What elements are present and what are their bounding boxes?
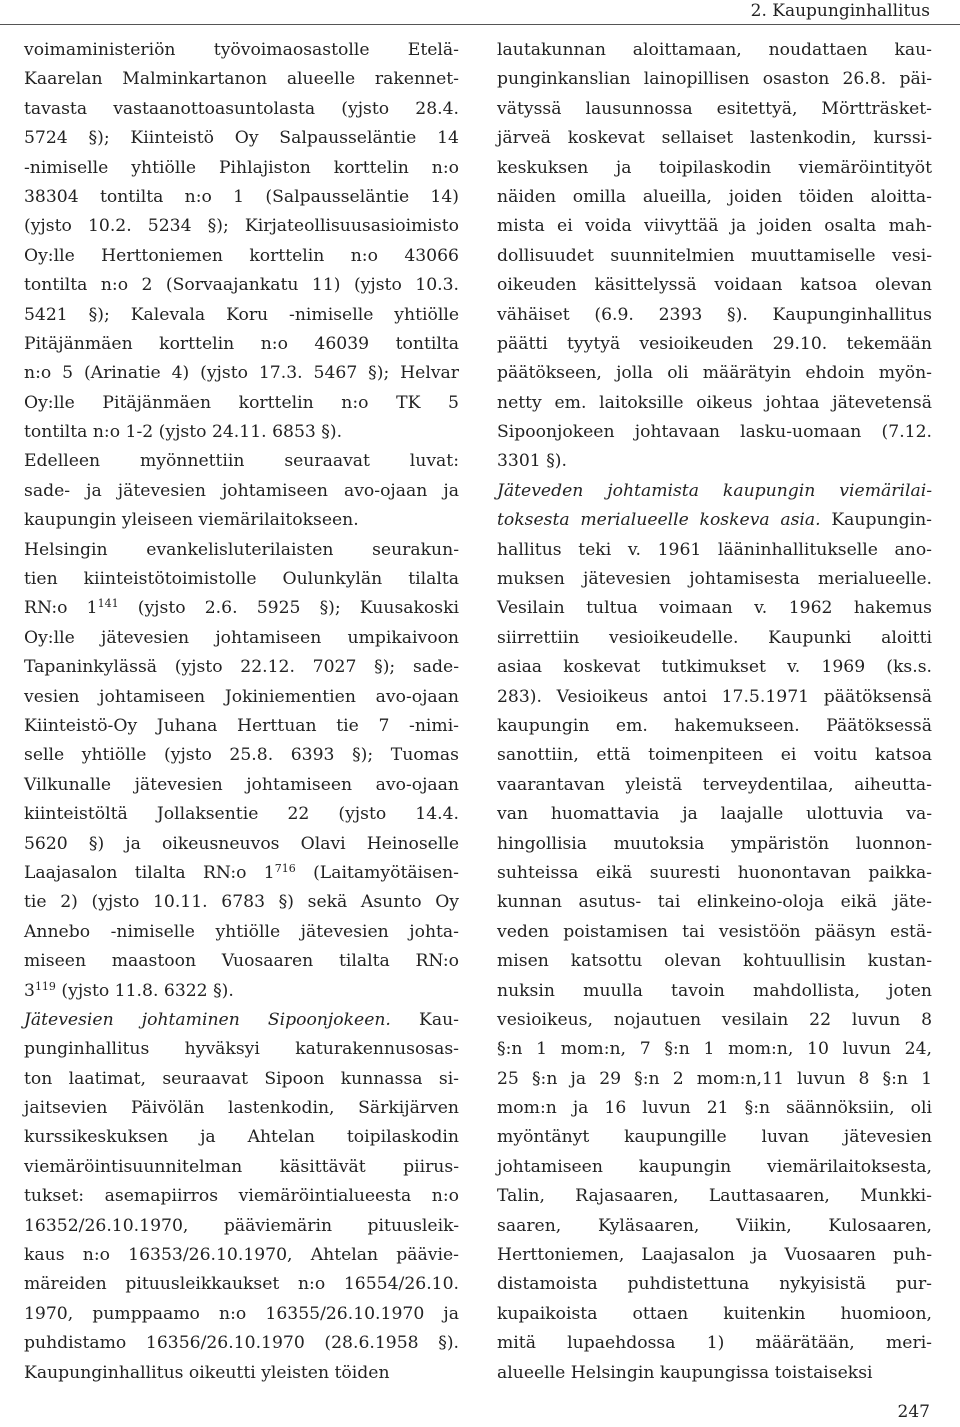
italic-heading: Jäteveden johtamista kaupungin viemärilai- (497, 480, 932, 501)
header-rule (0, 24, 960, 25)
text-line: vaarantavan yleistä terveydentilaa, aiheutta- (497, 774, 932, 795)
text-line: Pitäjänmäen korttelin n:o 46039 tontilta (24, 333, 459, 354)
text-line: kaupungin em. hakemukseen. Päätöksessä (497, 715, 932, 736)
text-line: distamoista puhdistettuna nykyisistä pur- (497, 1274, 932, 1295)
text-line: punginkanslian lainopillisen osaston 26.8. päi- (497, 69, 932, 90)
text-line: misen katsottu olevan kohtuullisin kustan- (497, 951, 932, 972)
text-line: tontilta n:o 1-2 (yjsto 24.11. 6853 §). (24, 422, 343, 443)
text-line: kiinteistöltä Jollaksentie 22 (yjsto 14.4. (24, 804, 459, 825)
text-line: punginhallitus hyväksyi katurakennusosas- (24, 1039, 459, 1060)
text-line: oikeuden käsittelyssä voidaan katsoa olevan (497, 275, 932, 296)
text-line: järveä koskevat sellaiset lastenkodin, kurssi- (497, 128, 932, 149)
text-line: muksen jätevesien johtamisesta merialueelle. (497, 569, 932, 590)
text-line: päätti tyytyä vesioikeuden 29.10. tekemään (497, 333, 932, 354)
text-line: Kaupunginhallitus oikeutti yleisten töiden (24, 1362, 390, 1383)
text-line: van huomattavia ja laajalle ulottuvia va- (497, 804, 932, 825)
text-line: RN:o $1^{141}$ (yjsto 2.6. 5925 §); Kuusakoski (24, 597, 460, 619)
text-line: Oy:lle jätevesien johtamiseen umpikaivoon (24, 627, 459, 648)
text-line: vähäiset (6.9. 2393 §). Kaupunginhallitus (497, 304, 932, 325)
text-line: 16352/26.10.1970, pääviemärin pituusleik- (24, 1215, 459, 1236)
text-line: märeiden pituusleikkaukset n:o 16554/26.10. (24, 1274, 459, 1295)
text-line: 25 §:n ja 29 §:n 2 mom:n,11 luvun 8 §:n 1 (497, 1068, 932, 1089)
running-header (0, 0, 960, 28)
left-column (24, 36, 459, 1388)
text-line: Helsingin evankelisluterilaisten seurakun- (24, 539, 459, 560)
text-line: Oy:lle Pitäjänmäen korttelin n:o TK 5 (24, 392, 459, 413)
text-line: tie 2) (yjsto 10.11. 6783 §) sekä Asunto Oy (24, 892, 459, 913)
text-line: kunnan asutus- tai elinkeino-oloja eikä jäte- (497, 892, 932, 913)
text-line: vätyssä lausunnossa esitettyä, Mörtträsket- (497, 98, 932, 119)
text-line: tavasta vastaanottoasuntolasta (yjsto 28.4. (24, 98, 459, 119)
text-line: tien kiinteistötoimistolle Oulunkylän tilalta (24, 569, 459, 590)
text-line: §:n 1 mom:n, 7 §:n 1 mom:n, 10 luvun 24, (497, 1039, 932, 1060)
text-line: Laajasalon tilalta RN:o $1^{716}$ (Laitamyötäisen- (24, 861, 459, 883)
text-line: asiaa koskevat tutkimukset v. 1969 (ks.s. (497, 657, 932, 678)
text-line: 1970, pumppaamo n:o 16355/26.10.1970 ja (24, 1303, 459, 1324)
text-line: puhdistamo 16356/26.10.1970 (28.6.1958 §). (24, 1333, 459, 1354)
text-line: 3301 §). (497, 451, 567, 472)
text-line: selle yhtiölle (yjsto 25.8. 6393 §); Tuomas (24, 745, 459, 766)
text-line: suhteissa eikä suuresti huonontavan paikka- (497, 862, 932, 883)
text-line: päätökseen, jolla oli määrätyin ehdoin myön- (497, 363, 932, 384)
text-line: saaren, Kyläsaaren, Viikin, Kulosaaren, (497, 1215, 932, 1236)
text-line: $3^{119}$ (yjsto 11.8. 6322 §). (24, 979, 234, 1001)
text-line: Herttoniemen, Laajasalon ja Vuosaaren puh- (497, 1245, 932, 1266)
text-line: Sipoonjokeen johtavaan lasku-uomaan (7.12. (497, 422, 932, 443)
text-line: näiden omilla alueilla, joiden töiden aloitta- (497, 186, 932, 207)
text-line: vesioikeus, nojautuen vesilain 22 luvun 8 (497, 1009, 932, 1030)
text-line: Kiinteistö-Oy Juhana Herttuan tie 7 -nimi- (24, 715, 459, 736)
text-line: 283). Vesioikeus antoi 17.5.1971 päätöksensä (497, 686, 932, 707)
text-line: veden poistamisen tai vesistöön pääsyn estä- (497, 921, 932, 942)
superscript: 716 (274, 861, 296, 875)
text-line: toksesta merialueelle koskeva asia. Kaupungin- (497, 510, 932, 531)
superscript: 119 (34, 979, 56, 993)
page-number: 247 (897, 1402, 930, 1422)
text-line: kurssikeskuksen ja Ahtelan toipilaskodin (24, 1127, 459, 1148)
text-line: keskuksen ja toipilaskodin viemäröintityöt (497, 157, 932, 178)
text-line: n:o 5 (Arinatie 4) (yjsto 17.3. 5467 §); Helvar (24, 363, 459, 384)
text-line: siirrettiin vesioikeudelle. Kaupunki aloitti (497, 627, 932, 648)
text-line: Annebo -nimiselle yhtiölle jätevesien johta- (24, 921, 459, 942)
text-line: -nimiselle yhtiölle Pihlajiston korttelin n:o (24, 157, 459, 178)
text-line: nuksin muulla tavoin mahdollista, joten (497, 980, 932, 1001)
text-line: Oy:lle Herttoniemen korttelin n:o 43066 (24, 245, 459, 266)
text-line: ton laatimat, seuraavat Sipoon kunnassa si- (24, 1068, 459, 1089)
text-line: miseen maastoon Vuosaaren tilalta RN:o (24, 951, 459, 972)
text-line (497, 477, 932, 506)
text-line: vesien johtamiseen Jokiniementien avo-ojaan (24, 686, 459, 707)
text-line: kaus n:o 16353/26.10.1970, Ahtelan päävie- (24, 1245, 459, 1266)
text-line: lautakunnan aloittamaan, noudattaen kau- (497, 40, 932, 60)
text-line: kupaikoista ottaen kuitenkin huomioon, (497, 1303, 932, 1324)
text-line: Kaarelan Malminkartanon alueelle rakennet- (24, 69, 459, 90)
text-line: (yjsto 10.2. 5234 §); Kirjateollisuusasioimisto (24, 216, 459, 237)
text-line: mom:n ja 16 luvun 21 §:n säännöksiin, oli (497, 1098, 932, 1119)
text-line: voimaministeriön työvoimaosastolle Etelä- (24, 40, 459, 60)
text-line: Talin, Rajasaaren, Lauttasaaren, Munkki- (497, 1186, 932, 1207)
text-line: hallitus teki v. 1961 lääninhallitukselle ano- (497, 539, 932, 560)
text-line: kaupungin yleiseen viemärilaitokseen. (24, 510, 359, 531)
text-line: myöntänyt kaupungille luvan jätevesien (497, 1127, 932, 1148)
text-line: jaitsevien Päivölän lastenkodin, Särkijärven (24, 1098, 459, 1119)
text-line: 38304 tontilta n:o 1 (Salpausseläntie 14) (24, 186, 459, 207)
italic-heading: Jätevesien johtaminen Sipoonjokeen. (24, 1009, 391, 1030)
text-line: Jätevesien johtaminen Sipoonjokeen. Kau- (24, 1009, 459, 1030)
text-line: 5620 §) ja oikeusneuvos Olavi Heinoselle (24, 833, 459, 854)
text-line: netty em. laitoksille oikeus johtaa jätevetensä (497, 392, 932, 413)
text-line: 5724 §); Kiinteistö Oy Salpausseläntie 14 (24, 128, 459, 149)
text-line: alueelle Helsingin kaupungissa toistaiseksi (497, 1362, 873, 1383)
text-line: sade- ja jätevesien johtamiseen avo-ojaan ja (24, 480, 459, 501)
text-line: Tapaninkylässä (yjsto 22.12. 7027 §); sade- (24, 657, 459, 678)
text-line: viemäröintisuunnitelman käsittävät piirus- (24, 1156, 459, 1177)
text-line: dollisuudet suunnitelmien muuttamiselle vesi- (497, 245, 932, 266)
right-column (497, 36, 932, 1388)
text-line: tukset: asemapiirros viemäröintialueesta n:o (24, 1186, 459, 1207)
text-line: Edelleen myönnettiin seuraavat luvat: (24, 451, 459, 472)
text-line: 5421 §); Kalevala Koru -nimiselle yhtiölle (24, 304, 459, 325)
text-line: johtamiseen kaupungin viemärilaitoksesta, (497, 1156, 932, 1177)
text-line: Vesilain tultua voimaan v. 1962 hakemus (497, 598, 932, 619)
text-line: Vilkunalle jätevesien johtamiseen avo-ojaan (24, 774, 459, 795)
text-line: mitä lupaehdossa 1) määrätään, meri- (497, 1333, 932, 1354)
text-line: mista ei voida viivyttää ja joiden osalta mah- (497, 216, 932, 237)
text-line: hingollisia muutoksia ympäristön luonnon- (497, 833, 932, 854)
text-line: tontilta n:o 2 (Sorvaajankatu 11) (yjsto 10.3. (24, 275, 459, 296)
superscript: 141 (97, 597, 119, 611)
italic-heading: toksesta merialueelle koskeva asia. (497, 510, 821, 531)
text-line: sanottiin, että toimenpiteen ei voitu katsoa (497, 745, 932, 766)
section-title: 2. Kaupunginhallitus (750, 1, 930, 21)
